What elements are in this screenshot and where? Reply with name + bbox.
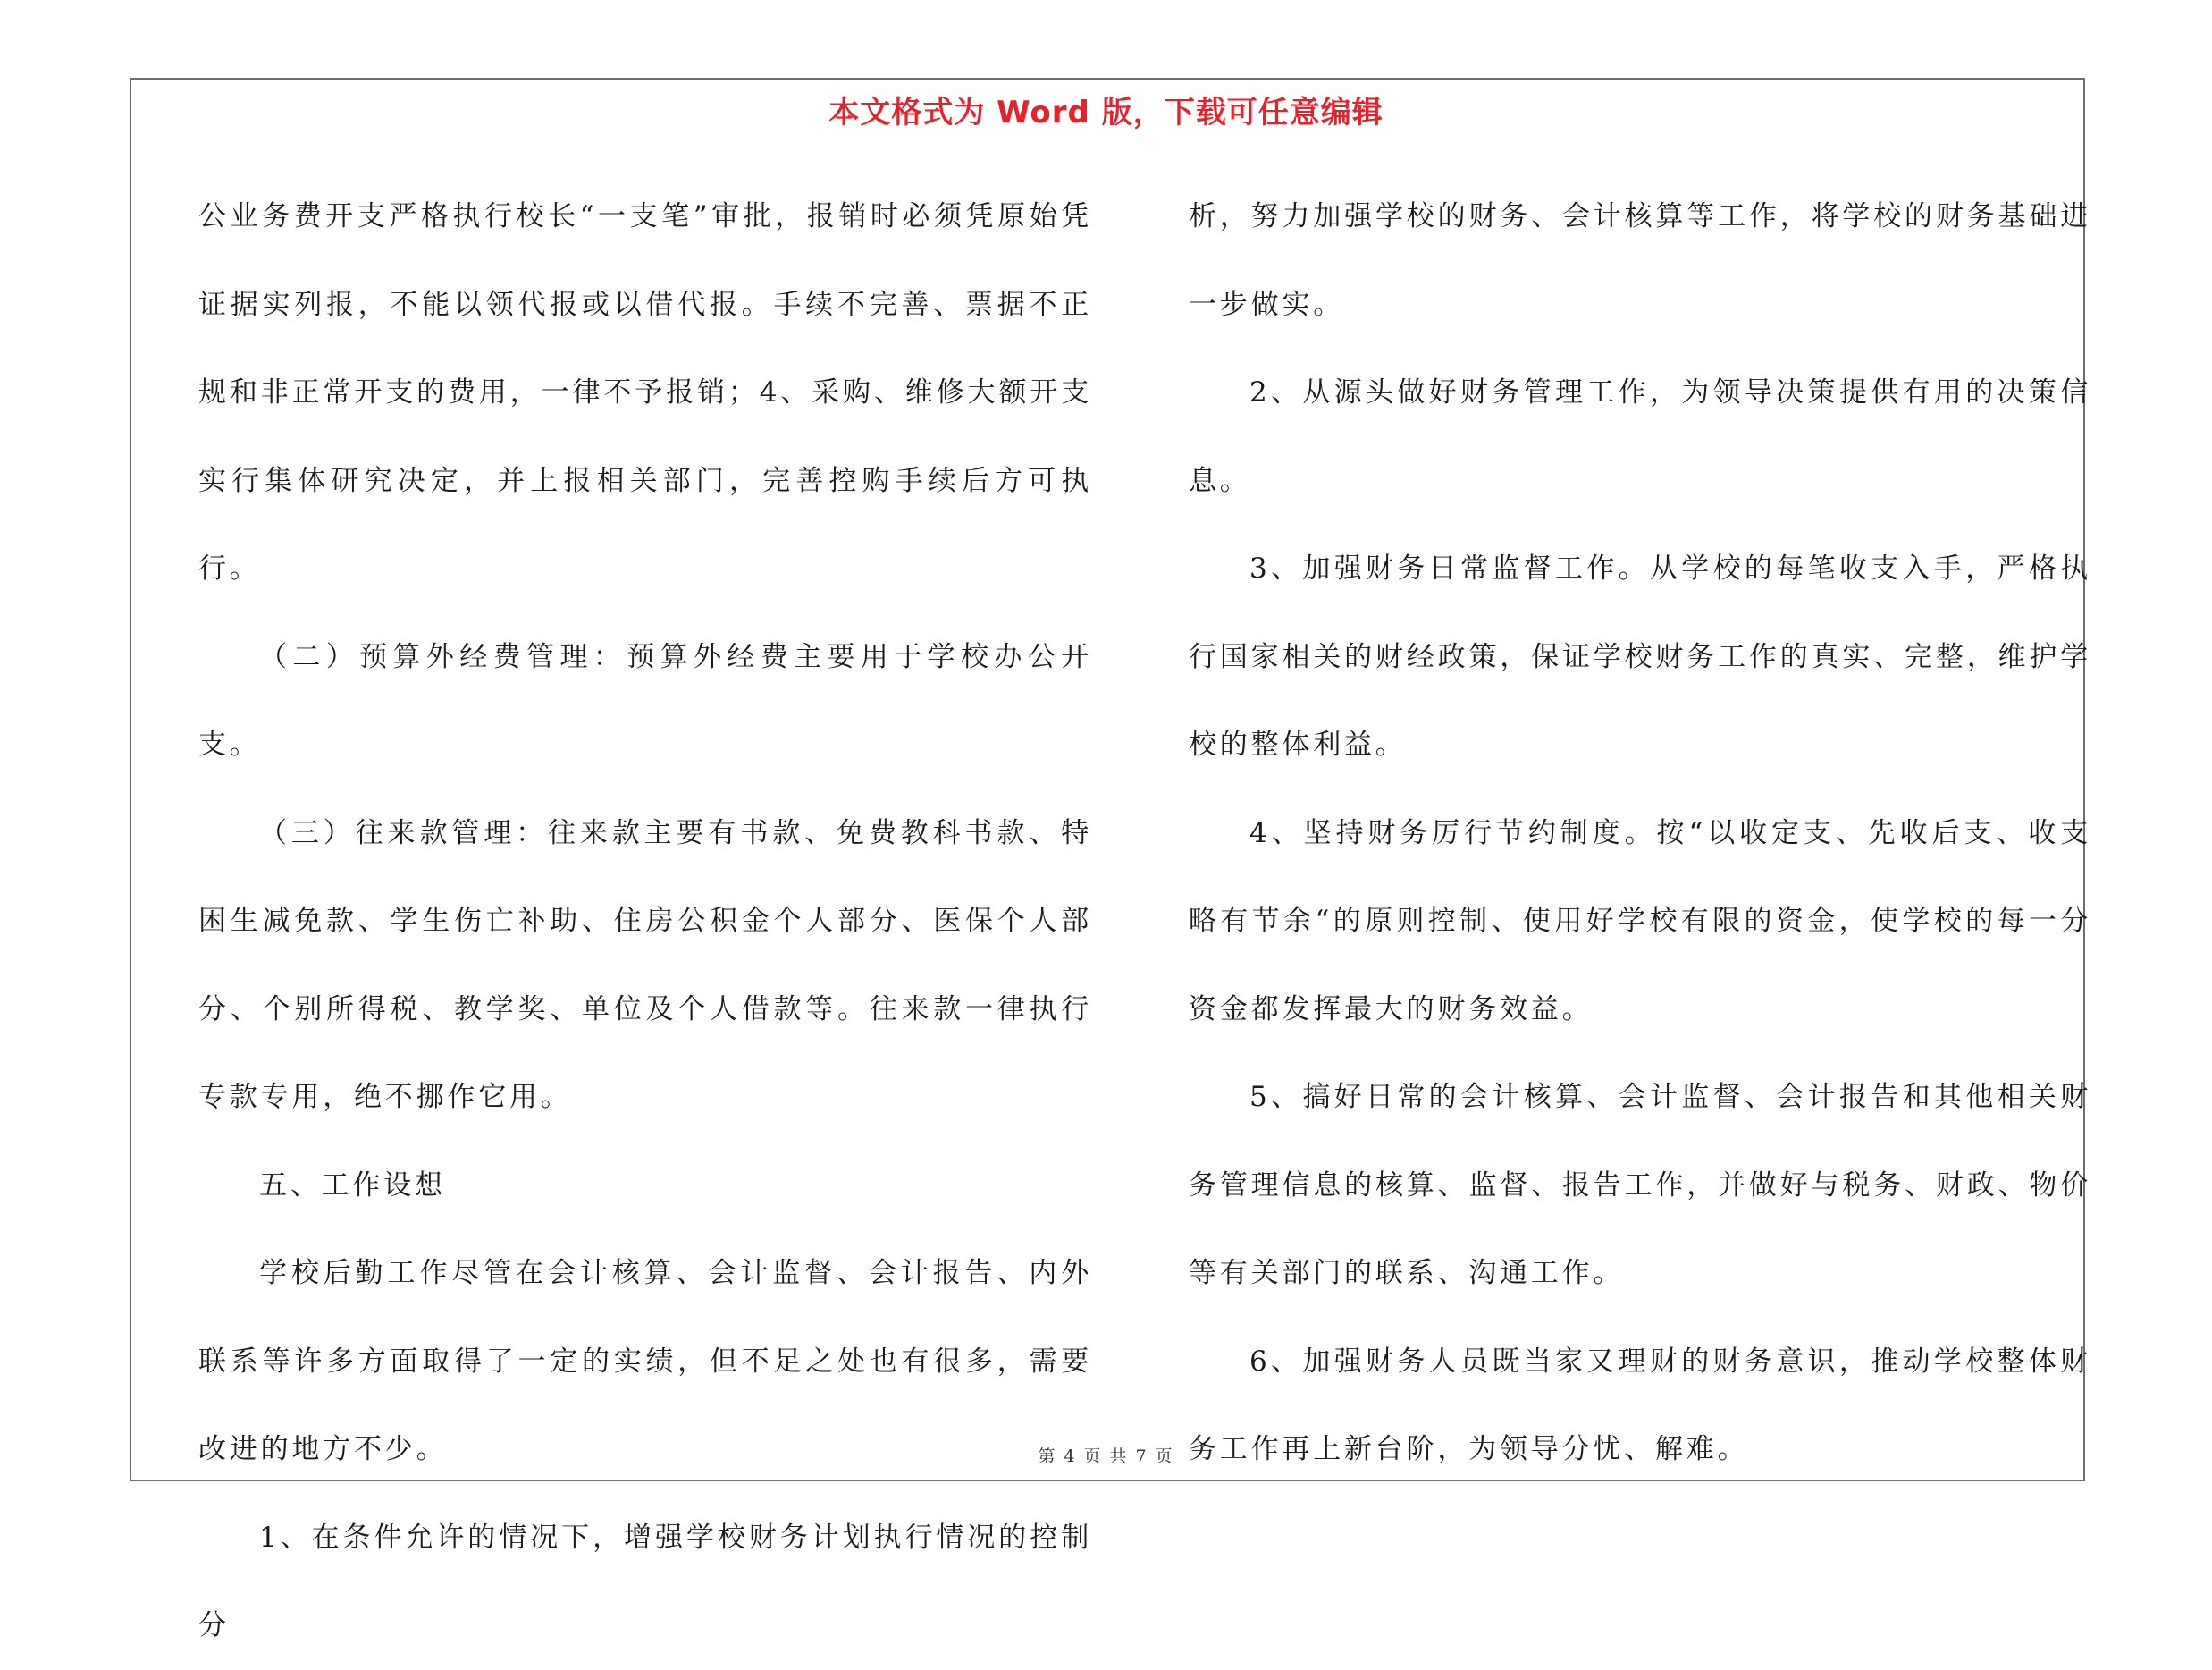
right-paragraph-2: 2、从源头做好财务管理工作，为领导决策提供有用的决策信息。 <box>1189 376 2091 497</box>
right-paragraph-4: 4、坚持财务厉行节约制度。按“以收定支、先收后支、收支略有节余“的原则控制、使用好学校有限的资金，使学校的每一分资金都发挥最大的财务效益。 <box>1189 816 2091 1025</box>
right-paragraph-3: 3、加强财务日常监督工作。从学校的每笔收支入手，严格执行国家相关的财经政策，保证学校财务工作的真实、完整，维护学校的整体利益。 <box>1189 552 2091 761</box>
right-column <box>1189 173 2091 1494</box>
right-paragraph-1: 析，努力加强学校的财务、会计核算等工作，将学校的财务基础进一步做实。 <box>1189 200 2091 321</box>
section-heading: 五、工作设想 <box>259 1168 446 1202</box>
right-paragraph-5: 5、搞好日常的会计核算、会计监督、会计报告和其他相关财务管理信息的核算、监督、报告工作，并做好与税务、财政、物价等有关部门的联系、沟通工作。 <box>1189 1081 2091 1289</box>
page-footer: 第 4 页 共 7 页 <box>1038 1446 1174 1466</box>
left-paragraph-2: （二）预算外经费管理：预算外经费主要用于学校办公开支。 <box>198 640 1092 761</box>
header-banner: 本文格式为 Word 版，下载可任意编辑 <box>828 95 1384 131</box>
right-paragraph-6: 6、加强财务人员既当家又理财的财务意识，推动学校整体财务工作再上新台阶，为领导分忧、解难。 <box>1189 1345 2091 1465</box>
left-paragraph-1: 公业务费开支严格执行校长“一支笔”审批，报销时必须凭原始凭证据实列报，不能以领代报或以借代报。手续不完善、票据不正规和非正常开支的费用，一律不予报销；4、采购、维修大额开支实行集体研究决定，并上报相关部门，完善控购手续后方可执行。 <box>198 200 1092 585</box>
left-paragraph-5: 学校后勤工作尽管在会计核算、会计监督、会计报告、内外联系等许多方面取得了一定的实绩，但不足之处也有很多，需要改进的地方不少。 <box>198 1257 1092 1465</box>
left-paragraph-6: 1、在条件允许的情况下，增强学校财务计划执行情况的控制分 <box>198 1521 1092 1641</box>
left-paragraph-3: （三）往来款管理：往来款主要有书款、免费教科书款、特困生减免款、学生伤亡补助、住房公积金个人部分、医保个人部分、个别所得税、教学奖、单位及个人借款等。往来款一律执行专款专用，绝不挪作它用。 <box>198 816 1092 1113</box>
